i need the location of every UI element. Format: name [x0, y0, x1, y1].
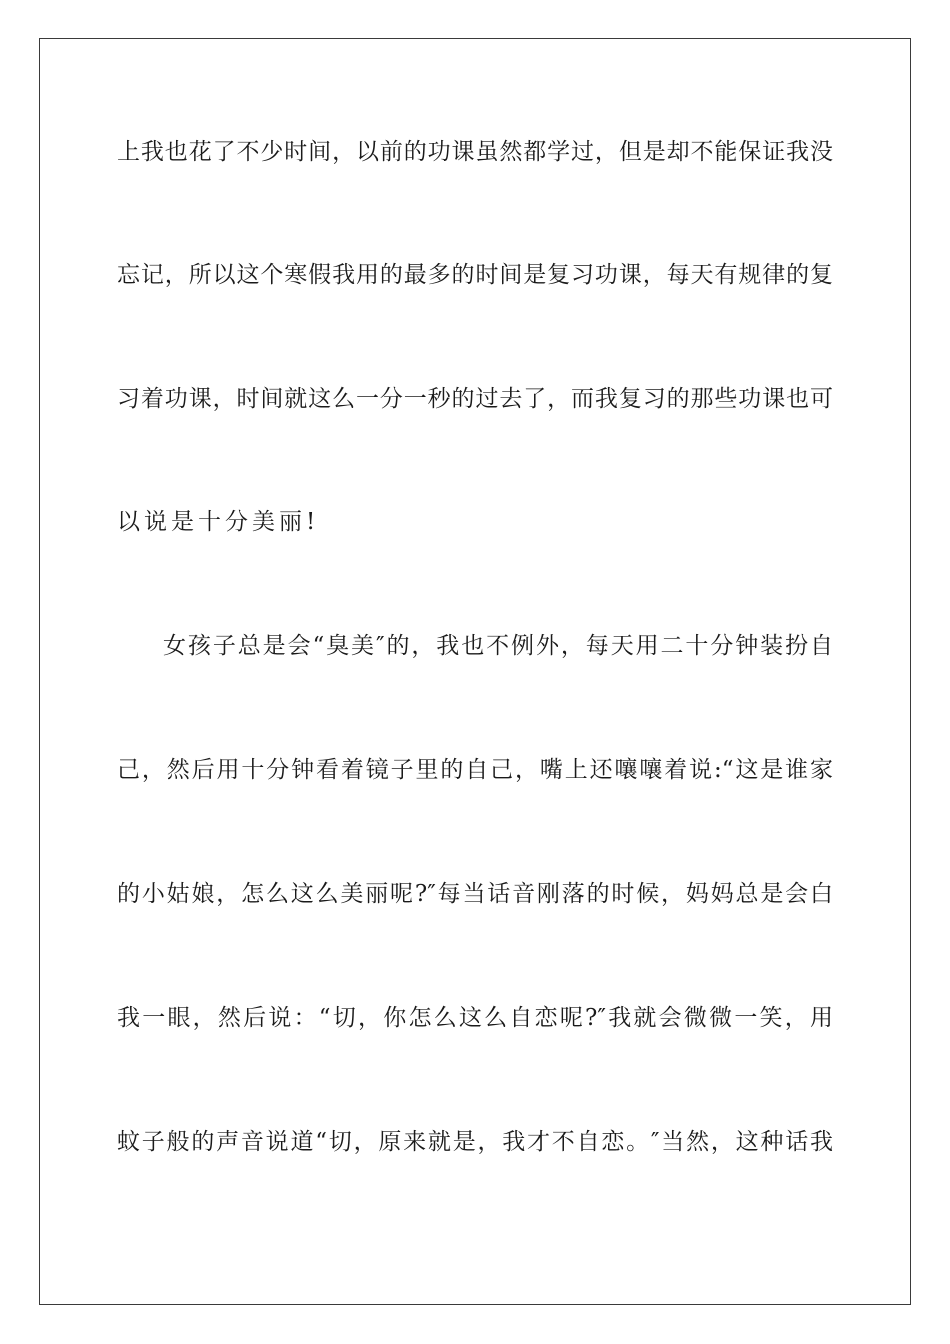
- paragraph-line-2: 忘记，所以这个寒假我用的最多的时间是复习功课，每天有规律的复: [117, 262, 833, 288]
- paragraph-line-6: 己，然后用十分钟看着镜子里的自己，嘴上还嚷嚷着说:“这是谁家: [117, 757, 833, 783]
- paragraph-line-8: 我一眼，然后说：“切，你怎么这么自恋呢?″我就会微微一笑，用: [117, 1005, 833, 1031]
- paragraph-line-5: 女孩子总是会“臭美″的，我也不例外，每天用二十分钟装扮自: [163, 633, 833, 659]
- paragraph-line-7: 的小姑娘，怎么这么美丽呢?″每当话音刚落的时候，妈妈总是会白: [117, 881, 833, 907]
- paragraph-line-9: 蚊子般的声音说道“切，原来就是，我才不自恋。″当然，这种话我: [117, 1129, 833, 1155]
- page-border: [39, 38, 911, 1305]
- paragraph-line-3: 习着功课，时间就这么一分一秒的过去了，而我复习的那些功课也可: [117, 386, 833, 412]
- paragraph-line-4: 以说是十分美丽!: [117, 509, 320, 535]
- paragraph-line-1: 上我也花了不少时间，以前的功课虽然都学过，但是却不能保证我没: [117, 139, 833, 165]
